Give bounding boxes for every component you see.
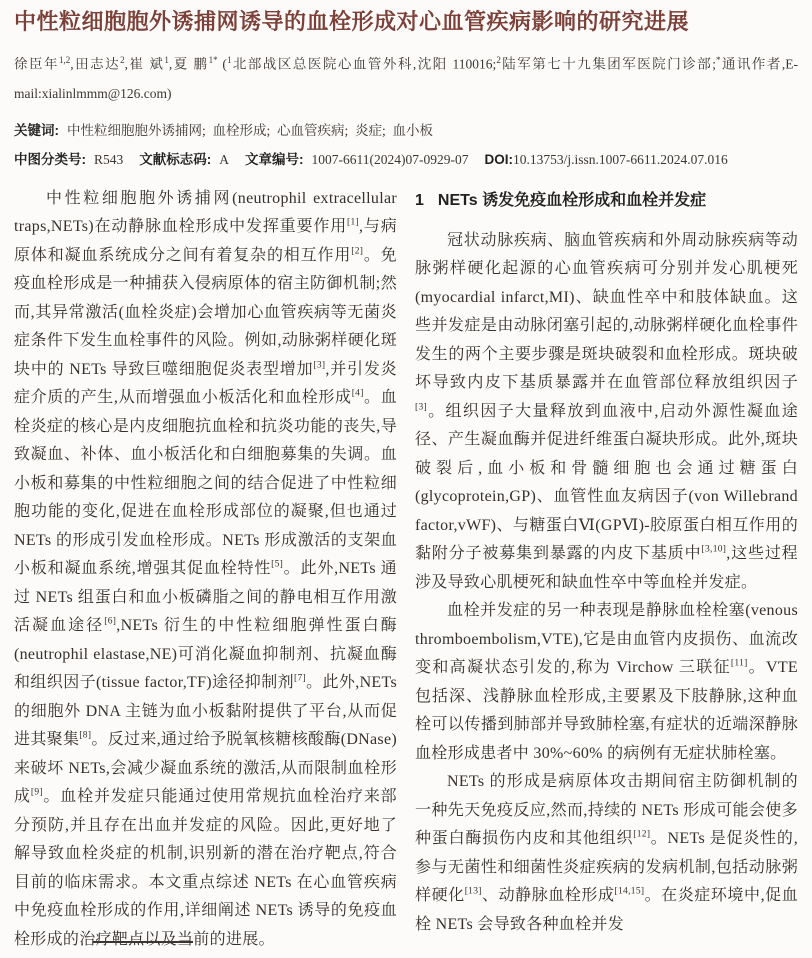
body-paragraph: 冠状动脉疾病、脑血管疾病和外周动脉疾病等动脉粥样硬化起源的心血管疾病可分别并发心肌梗死(myocardial infarct,MI)、缺血性卒中和肢体缺血。这些并发症是由动脉闭塞引起的,动脉粥样硬化血栓事件发生的两个主要步骤是斑块破裂和血栓形成。斑块破坏导致内皮下基质暴露并在血管部位释放组织因子[3]。组织因子大量释放到血液中,启动外源性凝血途径、产生凝血酶并促进纤维蛋白凝块形成。此外,斑块破裂后,血小板和骨髓细胞也会通过糖蛋白(glycoprotein,GP)、血管性血友病因子(von Willebrand factor,vWF)、与糖蛋白Ⅵ(GPⅥ)-胶原蛋白相互作用的黏附分子被募集到暴露的内皮下基质中[3,10],这些过程涉及导致心肌梗死和缺血性卒中等血栓并发症。 [415, 231, 798, 591]
intro-paragraph: 中性粒细胞胞外诱捕网(neutrophil extracellular traps,NETs)在动静脉血栓形成中发挥重要作用[1],与病原体和凝血系统成分之间有着复杂的相互作用[2]。免疫血栓形成是一种捕获入侵病原体的宿主防御机制;然而,其异常激活(血栓炎症)会增加心血管疾病等无菌炎症条件下发生血栓事件的风险。例如,动脉粥样硬化斑块中的 NETs 导致巨噬细胞促炎表型增加[3],并引发炎症介质的产生,从而增强血小板活化和血栓形成[4]。血栓炎症的核心是内皮细胞抗血栓和抗炎功能的丧失,导致凝血、补体、血小板活化和白细胞募集的失调。血小板和募集的中性粒细胞之间的结合促进了中性粒细胞功能的变化,促进在血栓形成部位的凝聚,但也通过 NETs 的形成引发血栓形成。NETs 形成激活的支架血小板和凝血系统,增强其促血栓特性[5]。此外,NETs 通过 NETs 组蛋白和血小板磷脂之间的静电相互作用激活凝血途径[6],NETs 衍生的中性粒细胞弹性蛋白酶(neutrophil elastase,NE)可消化凝血抑制剂、抗凝血酶和组织因子(tissue factor,TF)途径抑制剂[7]。此外,NETs 的细胞外 DNA 主链为血小板黏附提供了平台,从而促进其聚集[8]。反过来,通过给予脱氧核糖核酸酶(DNase)来破坏 NETs,会减少凝血系统的激活,从而限制血栓形成[9]。血栓并发症只能通过使用常规抗血栓治疗来部分预防,并且存在出血并发症的风险。因此,更好地了解导致血栓炎症的机制,识别新的潜在治疗靶点,符合目前的临床需求。本文重点综述 NETs 在心血管疾病中免疫血栓形成的作用,详细阐述 NETs 诱导的免疫血栓形成的治疗靶点以及当前的进展。 [14, 189, 397, 948]
clc-value: R543 [94, 151, 124, 167]
footnote-separator-rule [93, 941, 193, 943]
body-paragraph: 血栓并发症的另一种表现是静脉血栓栓塞(venous thromboembolism,VTE),它是由血管内皮损伤、血流改变和高凝状态引发的,称为 Virchow 三联征[11]。VTE 包括深、浅静脉血栓形成,主要累及下肢静脉,这种血栓可以传播到肺部并导致肺栓塞,有症状的近端深静脉血栓形成患者中 30%~60% 的病例有无症状肺栓塞。 [415, 602, 798, 762]
keywords-line [14, 122, 798, 140]
clc-label: 中图分类号: [14, 151, 86, 167]
doc-code-value: A [219, 151, 230, 167]
classification-line [14, 151, 798, 169]
doi-label: DOI: [484, 151, 513, 167]
left-column [14, 185, 397, 955]
article-meta [14, 122, 798, 169]
section-1-heading [415, 189, 798, 213]
article-title: 中性粒细胞胞外诱捕网诱导的血栓形成对心血管疾病影响的研究进展 [14, 9, 690, 34]
authors-byline: 徐臣年$^{1,2}$,田志达$^2$,崔 斌$^1$,夏 鹏$^{1*}$ ($^1$北部战区总医院心血管外科,沈阳 110016;$^2$陆军第七十九集团军医院门诊部;*通讯作者,E-mail:xialinlmmm@126.com) [14, 55, 799, 101]
section-number: 1 [415, 191, 424, 209]
doc-code-label: 文献标志码: [139, 151, 212, 167]
article-number-label: 文章编号: [245, 151, 304, 167]
right-column [415, 185, 798, 955]
keywords-value: 中性粒细胞胞外诱捕网; 血栓形成; 心血管疾病; 炎症; 血小板 [67, 122, 434, 138]
article-number-value: 1007-6611(2024)07-0929-07 [311, 151, 469, 167]
keywords-label: 关键词: [14, 122, 59, 138]
section-title: NETs 诱发免疫血栓形成和血栓并发症 [437, 191, 707, 209]
two-column-body [14, 185, 798, 955]
body-paragraph: NETs 的形成是病原体攻击期间宿主防御机制的一种先天免疫反应,然而,持续的 NETs 形成可能会使多种蛋白酶损伤内皮和其他组织[12]。NETs 是促炎性的,参与无菌性和细菌性炎症疾病的发病机制,包括动脉粥样硬化[13]、动静脉血栓形成[14,15]。在炎症环境中,促血栓 NETs 会导致各种血栓并发 [415, 773, 798, 933]
doi-value: 10.13753/j.issn.1007-6611.2024.07.016 [513, 151, 728, 167]
